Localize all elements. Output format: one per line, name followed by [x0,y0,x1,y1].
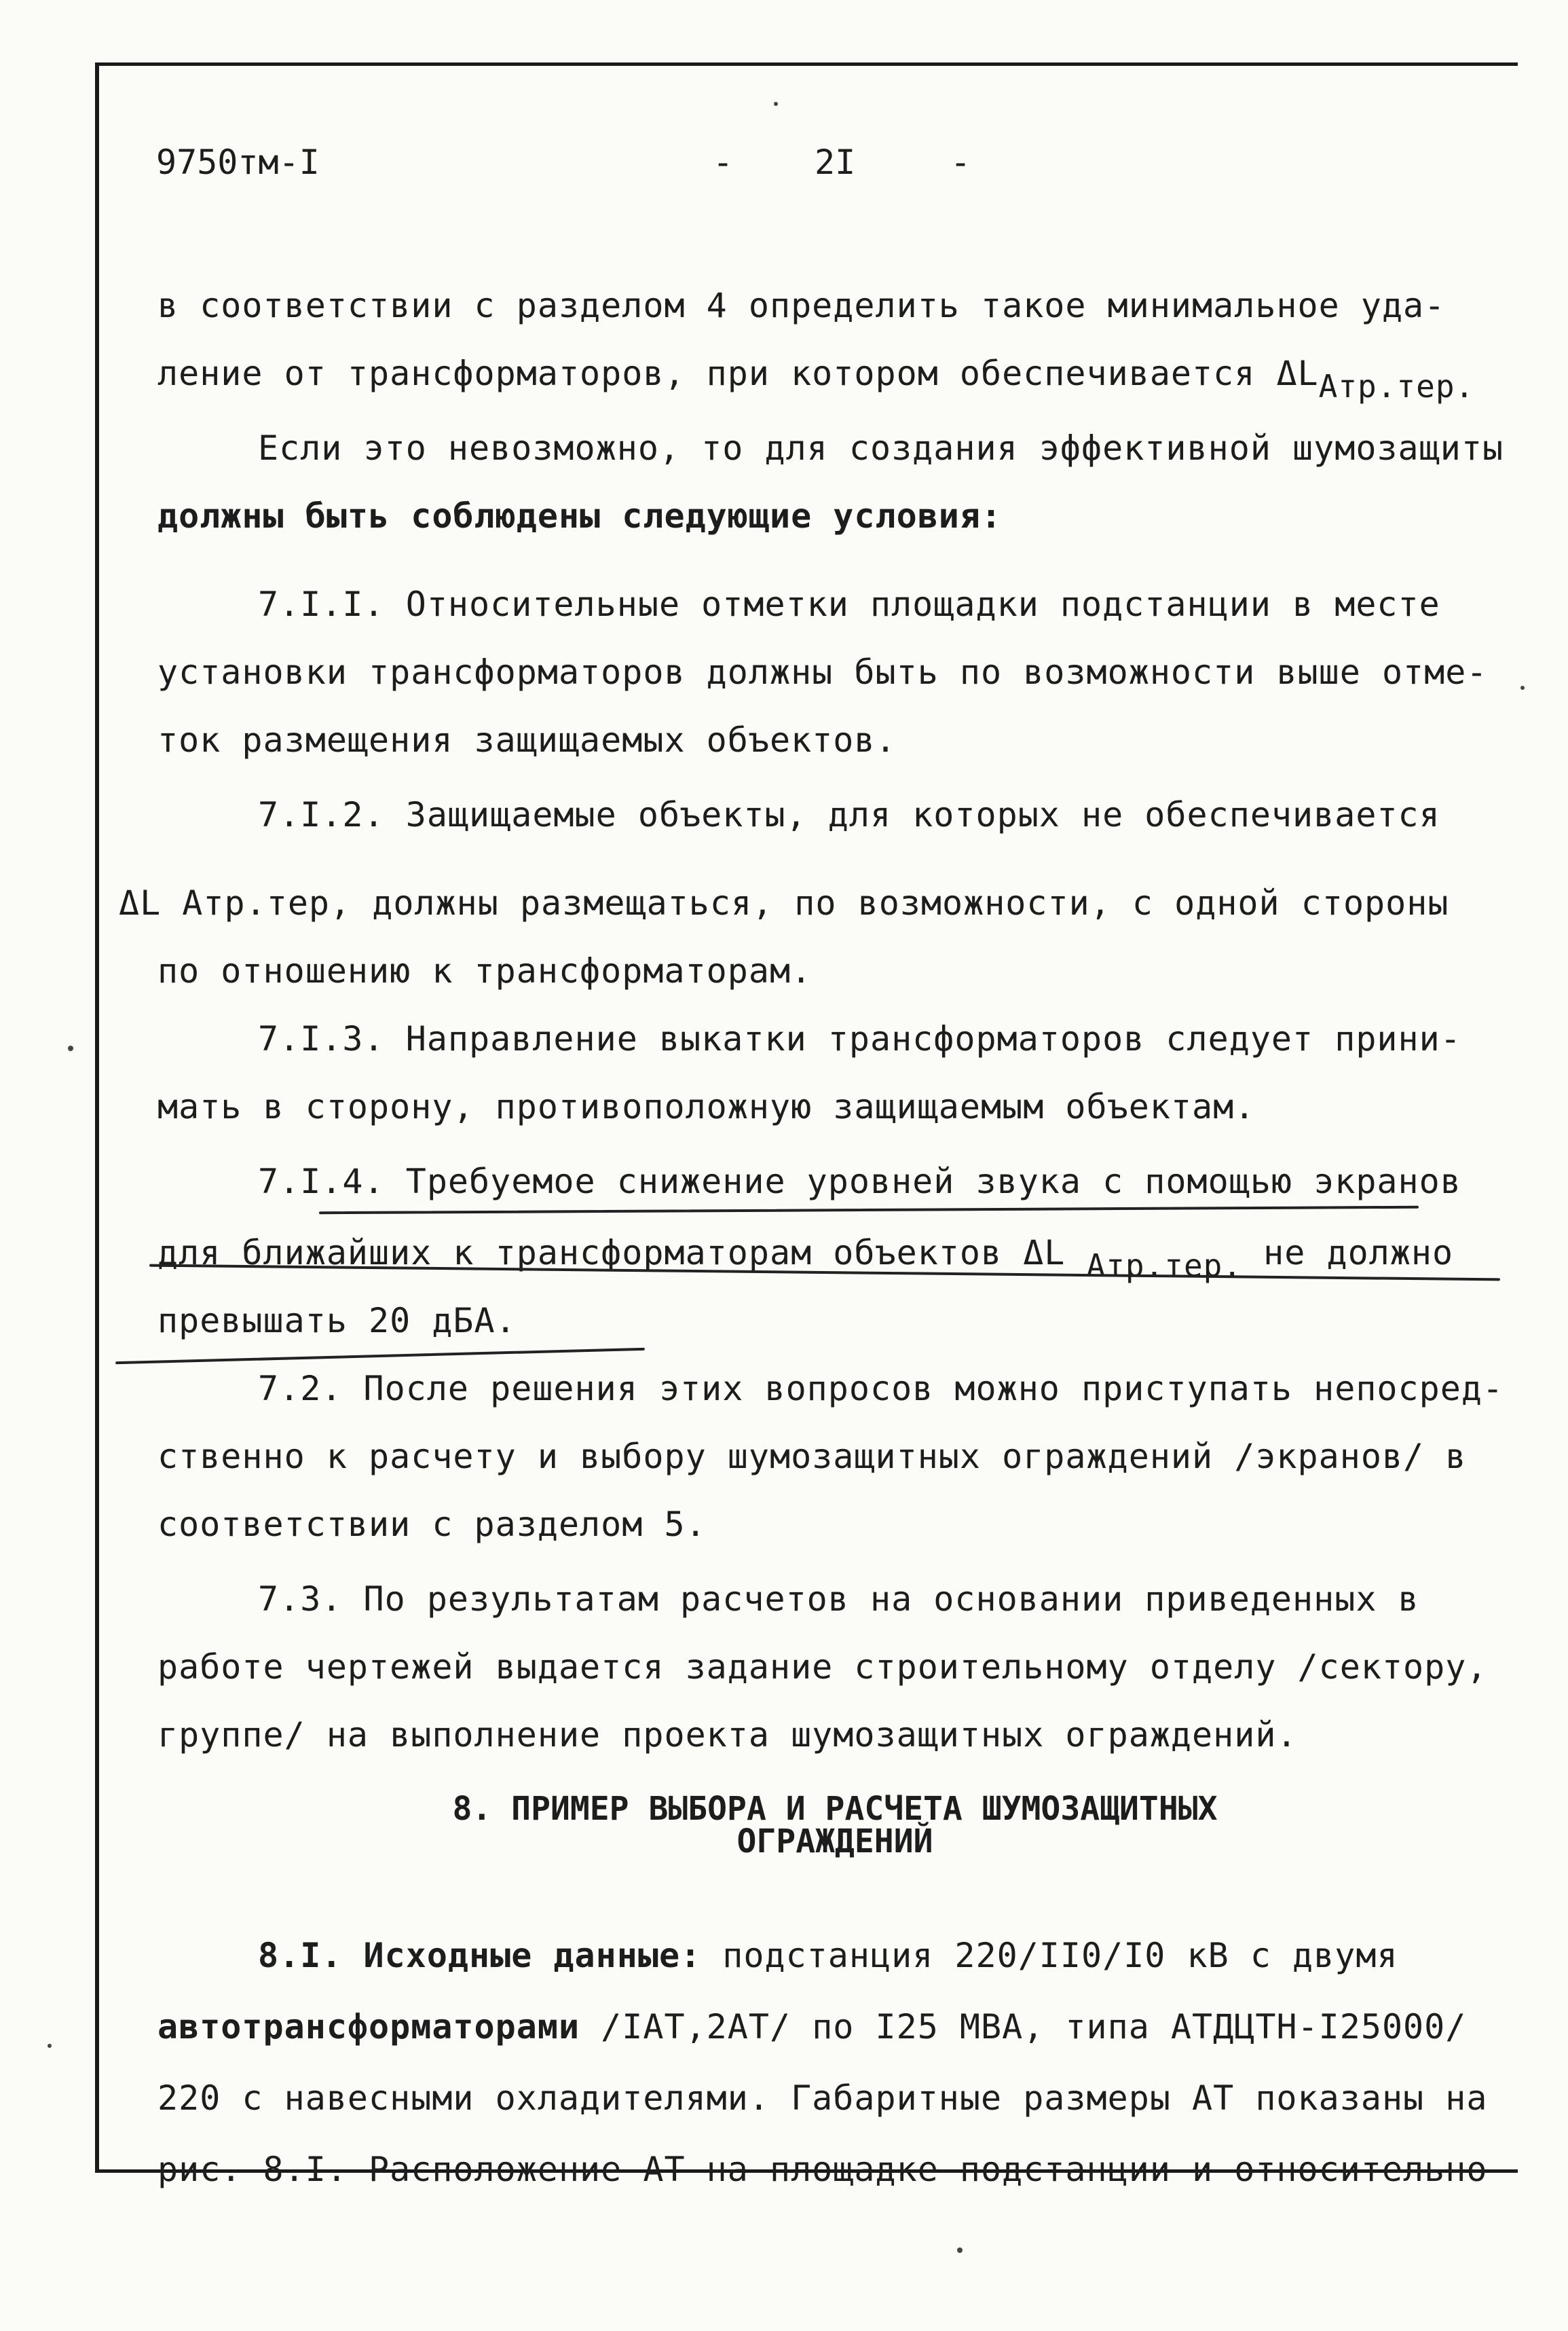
text-line [157,1714,1298,1755]
text-segment: 7.I.3. Направление выкатки трансформаторов следует прини- [258,1019,1461,1059]
header-dash-left: - [713,143,734,182]
section-title-line2: ОГРАЖДЕНИЙ [736,1822,933,1860]
text-segment: Атр.тер. [1318,368,1475,405]
text-line [258,1935,1398,1976]
text-line [157,2149,1487,2190]
text-line [157,1436,1466,1477]
text-line [258,794,1440,835]
text-segment: 7.I.2. Защищаемые объекты, для которых не обеспечивается [258,795,1440,834]
text-line [258,1018,1461,1059]
text-segment: ток размещения защищаемых объектов. [157,720,897,760]
text-line [258,584,1440,625]
scan-speck [774,102,778,106]
text-line [157,1647,1487,1687]
scan-speck [957,2247,963,2253]
text-segment: не должно [1242,1233,1454,1272]
text-segment: ление от трансформаторов, при котором обеспечивается [157,354,1277,393]
text-segment: рис. 8.I. Расположение АТ на площадке подстанции и относительно [157,2150,1488,2189]
text-segment: Если это невозможно, то для создания эффективной шумозащиты [258,428,1504,468]
document-number: 9750тм-I [156,143,320,182]
text-line [157,720,897,760]
text-segment: автотрансформаторами [157,2007,580,2046]
text-segment: установки трансформаторов должны быть по возможности выше отме- [157,653,1488,692]
text-line [157,353,1475,405]
text-segment: /IАТ,2АТ/ по I25 МВА, типа АТДЦТН-I25000/ [580,2007,1467,2046]
text-segment: по отношению к трансформаторам. [157,951,813,991]
text-segment: 8.I. Исходные данные: [258,1936,702,1975]
text-line [119,883,1449,923]
text-line [157,1086,1255,1127]
text-segment: ственно к расчету и выбору шумозащитных ограждений /экранов/ в [157,1437,1467,1476]
text-line [157,2006,1466,2047]
text-segment: 7.I.I. Относительные отметки площадки подстанции в месте [258,585,1440,624]
section-title [407,1790,1263,1860]
text-line [157,1504,707,1545]
text-segment: ΔL Атр.тер, должны размещаться, по возможности, с одной стороны [119,883,1449,923]
text-line [157,285,1445,326]
text-segment: подстанция 220/II0/I0 кВ с двумя [701,1936,1398,1975]
text-segment: группе/ на выполнение проекта шумозащитных ограждений. [157,1715,1298,1755]
text-line [157,951,812,991]
text-segment: мать в сторону, противоположную защищаемым объектам. [157,1087,1256,1126]
text-segment: 7.I.4. Требуемое снижение уровней звука с помощью экранов [258,1162,1461,1201]
text-segment: в соответствии с разделом 4 определить такое минимальное уда- [157,286,1446,325]
text-line [157,496,1002,536]
header-dash-right: - [950,143,971,182]
text-segment: Атр.тер. [1086,1247,1243,1284]
text-line [258,1579,1419,1619]
text-line [157,1300,517,1341]
scan-speck [48,2044,52,2048]
text-segment: 7.2. После решения этих вопросов можно приступать непосред- [258,1369,1504,1408]
scan-speck [68,1046,73,1051]
text-line [258,1161,1461,1202]
text-line [258,428,1504,469]
page-number: 2I [815,143,856,182]
text-segment: работе чертежей выдается задание строительному отделу /сектору, [157,1647,1488,1687]
scan-speck [1520,686,1525,690]
text-line [157,2078,1487,2118]
text-segment: 220 с навесными охладителями. Габаритные размеры АТ показаны на [157,2078,1488,2118]
text-segment: превышать 20 дБА. [157,1301,517,1340]
text-line [258,1368,1504,1409]
text-line [157,652,1487,693]
text-segment: соответствии с разделом 5. [157,1505,707,1544]
text-segment: должны быть соблюдены следующие условия: [157,496,1003,536]
text-segment: ΔL [1276,354,1319,393]
text-segment: 7.3. По результатам расчетов на основании приведенных в [258,1579,1419,1619]
text-segment: для ближайших к трансформаторам объектов ΔL [157,1233,1087,1272]
section-title-line1: 8. ПРИМЕР ВЫБОРА И РАСЧЕТА ШУМОЗАЩИТНЫХ [452,1790,1218,1828]
